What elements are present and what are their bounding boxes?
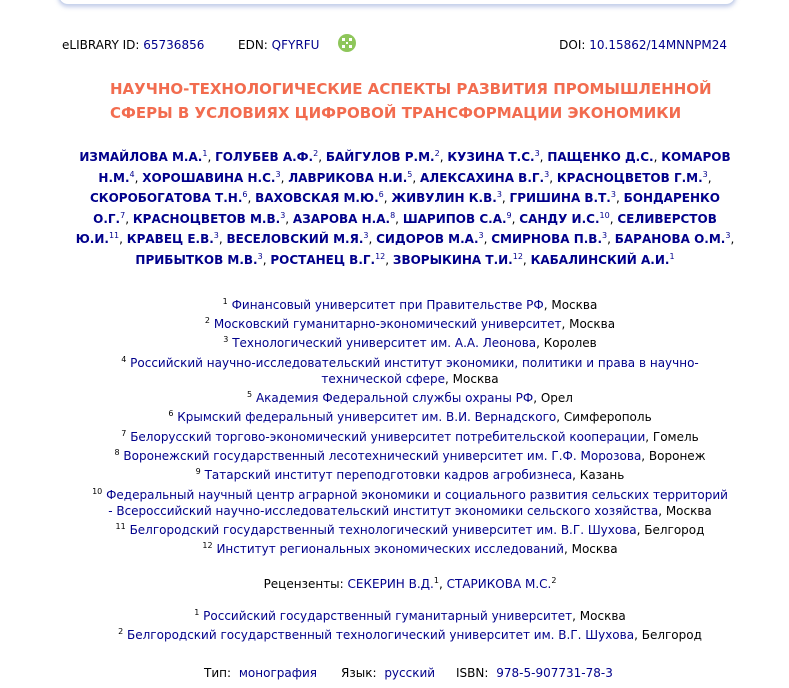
author-link[interactable]: КРАСНОЦВЕТОВ Г.М.$^3$ xyxy=(556,169,708,185)
author-link[interactable]: СЕЛИВЕРСТОВ Ю.И.$^{11}$ xyxy=(75,211,717,247)
author-link[interactable]: ВЕСЕЛОВСКИЙ М.Я.$^3$ xyxy=(226,231,369,247)
author-link[interactable]: АЗАРОВА Н.А.$^8$ xyxy=(292,210,396,226)
organization-link[interactable]: Академия Федеральной службы охраны РФ xyxy=(255,391,534,405)
author-affiliation-number: 2 xyxy=(434,149,440,158)
author-link[interactable]: КРАСНОЦВЕТОВ М.В.$^3$ xyxy=(132,210,286,226)
organization-link[interactable]: Технологический университет им. А.А. Леонова xyxy=(232,336,537,350)
author-link[interactable]: ЖИВУЛИН К.В.$^3$ xyxy=(391,190,502,206)
organization-link[interactable]: Российский научно-исследовательский институт экономики, политики и права в научно-технической сфере xyxy=(130,356,699,386)
affiliation-item: $^3$ Технологический университет им. А.А. Леонова, Королев xyxy=(223,335,597,350)
organization-city: , Белгород xyxy=(636,523,705,537)
author-affiliation-number: 1 xyxy=(202,149,208,158)
author-link[interactable]: ПАЩЕНКО Д.С. xyxy=(547,150,654,164)
author-link[interactable]: ИЗМАЙЛОВА М.А.$^1$ xyxy=(79,149,208,164)
author-link[interactable]: ЗВОРЫКИНА Т.И.$^{12}$ xyxy=(392,251,523,267)
affiliation-item: $^{11}$ Белгородский государственный технологический университет им. В.Г. Шухова, Белгород xyxy=(115,522,705,537)
author-affiliation-number: 6 xyxy=(242,190,248,200)
organization-link[interactable]: Белорусский торгово-экономический университет потребительской кооперации xyxy=(130,430,646,444)
author-affiliation-number: 3 xyxy=(363,231,369,241)
organization-city: , Москва xyxy=(563,542,618,556)
author-link[interactable]: ГРИШИНА В.Т.$^3$ xyxy=(509,190,616,206)
author-link[interactable]: ПРИБЫТКОВ М.В.$^3$ xyxy=(135,251,263,267)
affiliation-item: $^9$ Татарский институт переподготовки кадров агробизнеса, Казань xyxy=(195,467,625,482)
author-link[interactable]: АЛЕКСАХИНА В.Г.$^3$ xyxy=(420,169,550,185)
author-link[interactable]: ШАРИПОВ С.А.$^9$ xyxy=(402,210,512,226)
organization-city: , Москва xyxy=(445,372,499,386)
author-affiliation-number: 1 xyxy=(669,251,675,261)
organization-city: , Казань xyxy=(572,468,625,482)
affiliation-item: $^4$ Российский научно-исследовательский институт экономики, политики и права в научно-технической сфере, Москва xyxy=(121,355,699,386)
author-link[interactable]: СКОРОБОГАТОВА Т.Н.$^6$ xyxy=(89,190,248,206)
organization-city: , Москва xyxy=(561,317,616,331)
author-affiliation-number: 10 xyxy=(599,210,610,220)
organization-link[interactable]: Белгородский государственный технологический университет им. В.Г. Шухова xyxy=(127,628,635,642)
elibrary-id: eLIBRARY ID: 65736856 xyxy=(62,38,205,52)
organization-city: , Москва xyxy=(572,609,626,623)
affiliation-item: $^1$ Финансовый университет при Правительстве РФ, Москва xyxy=(222,297,598,312)
affiliation-item: $^{10}$ Федеральный научный центр аграрной экономики и социального развития сельских территорий - Всероссийский научно-исследовательский институт экономики сельского хозяйства, Москва xyxy=(92,487,728,518)
author-list: ИЗМАЙЛОВА М.А.$^1$, ГОЛУБЕВ А.Ф.$^2$, БАЙГУЛОВ Р.М.$^2$, КУЗИНА Т.С.$^3$, ПАЩЕНКО Д.С., КОМАРОВ Н.М.$^4$, ХОРОШАВИНА Н.С.$^3$, ЛАВРИКОВА Н.И.$^5$, АЛЕКСАХИНА В.Г.$^3$, КРАСНОЦВЕТОВ Г.М.$^3$, СКОРОБОГАТОВА Т.Н.$^6$, ВАХОВСКАЯ М.Ю.$^6$, ЖИВУЛИН К.В.$^3$, ГРИШИНА В.Т.$^3$, БОНДАРЕНКО О.Г.$^7$, КРАСНОЦВЕТОВ М.В.$^3$, АЗАРОВА Н.А.$^8$, ШАРИПОВ С.А.$^9$, САНДУ И.С.$^{10}$, СЕЛИВЕРСТОВ Ю.И.$^{11}$, КРАВЕЦ Е.В.$^3$, ВЕСЕЛОВСКИЙ М.Я.$^3$, СИДОРОВ М.А.$^3$, СМИРНОВА П.В.$^3$, БАРАНОВА О.М.$^3$, ПРИБЫТКОВ М.В.$^3$, РОСТАНЕЦ В.Г.$^{12}$, ЗВОРЫКИНА Т.И.$^{12}$, КАБАЛИНСКИЙ А.И.$^1$ xyxy=(75,149,735,267)
author-affiliation-number: 11 xyxy=(108,231,120,241)
author-affiliation-number: 3 xyxy=(534,149,540,158)
author-link[interactable]: КОМАРОВ Н.М.$^4$ xyxy=(98,150,731,185)
organization-city: , Гомель xyxy=(645,430,699,444)
isbn-value: 978-5-907731-78-3 xyxy=(496,666,613,680)
author-affiliation-number: 3 xyxy=(610,190,616,200)
reviewers-line: Рецензенты: СЕКЕРИН В.Д.$^1$, СТАРИКОВА М.С.$^2$ xyxy=(263,576,557,591)
organization-city: , Москва xyxy=(543,298,598,312)
affiliation-item: $^7$ Белорусский торгово-экономический университет потребительской кооперации, Гомель xyxy=(121,429,699,444)
author-link[interactable]: ГОЛУБЕВ А.Ф.$^2$ xyxy=(215,149,319,164)
top-panel-edge xyxy=(58,0,736,5)
publication-title: НАУЧНО-ТЕХНОЛОГИЧЕСКИЕ АСПЕКТЫ РАЗВИТИЯ ПРОМЫШЛЕННОЙ СФЕРЫ В УСЛОВИЯХ ЦИФРОВОЙ ТРАНСФОРМАЦИИ ЭКОНОМИКИ xyxy=(110,80,712,122)
reviewer-affiliation-item: $^2$ Белгородский государственный технологический университет им. В.Г. Шухова, Белгород xyxy=(118,627,702,642)
author-affiliation-number: 2 xyxy=(313,149,319,158)
elibrary-id-value[interactable]: 65736856 xyxy=(143,38,205,52)
author-link[interactable]: ЛАВРИКОВА Н.И.$^5$ xyxy=(288,169,413,185)
author-link[interactable]: СМИРНОВА П.В.$^3$ xyxy=(491,231,608,247)
author-affiliation-number: 3 xyxy=(478,231,484,241)
organization-city: , Симферополь xyxy=(556,410,652,424)
author-affiliation-number: 8 xyxy=(390,210,396,220)
reviewer-link[interactable]: СЕКЕРИН В.Д.$^1$ xyxy=(347,576,439,591)
reviewer-affiliation-item: $^1$ Российский государственный гуманитарный университет, Москва xyxy=(194,608,626,623)
organization-city: , Королев xyxy=(536,336,597,350)
author-affiliation-number: 4 xyxy=(129,169,135,179)
organization-link[interactable]: Федеральный научный центр аграрной экономики и социального развития сельских территорий - Всероссийский научно-исследовательский институт экономики сельского хозяйства xyxy=(106,488,728,518)
author-affiliation-number: 3 xyxy=(213,231,219,241)
organization-link[interactable]: Московский гуманитарно-экономический университет xyxy=(213,317,562,331)
organization-city: , Белгород xyxy=(634,628,702,642)
author-affiliation-number: 9 xyxy=(506,210,512,220)
author-affiliation-number: 7 xyxy=(120,210,126,220)
author-affiliation-number: 5 xyxy=(407,169,413,179)
author-affiliation-number: 3 xyxy=(257,251,263,261)
author-link[interactable]: КРАВЕЦ Е.В.$^3$ xyxy=(126,231,219,247)
language-value: русский xyxy=(384,666,436,680)
doi-value[interactable]: 10.15862/14MNNPM24 xyxy=(589,38,727,52)
author-affiliation-number: 3 xyxy=(602,231,608,241)
organization-city: , Москва xyxy=(658,504,712,518)
organization-city: , Воронеж xyxy=(641,449,706,463)
reviewers-label: Рецензенты: xyxy=(263,577,348,591)
author-link[interactable]: СИДОРОВ М.А.$^3$ xyxy=(376,231,484,247)
identifiers-row xyxy=(0,38,789,54)
author-link[interactable]: ХОРОШАВИНА Н.С.$^3$ xyxy=(142,169,281,185)
author-affiliation-number: 3 xyxy=(725,231,731,241)
affiliation-item: $^2$ Московский гуманитарно-экономический университет, Москва xyxy=(204,316,616,331)
organization-city: , Орел xyxy=(533,391,573,405)
author-link[interactable]: КУЗИНА Т.С.$^3$ xyxy=(447,149,540,164)
qr-code-icon[interactable] xyxy=(338,34,356,52)
organization-link[interactable]: Белгородский государственный технологический университет им. В.Г. Шухова xyxy=(129,523,637,537)
author-affiliation-number: 3 xyxy=(544,169,550,179)
author-affiliation-number: 3 xyxy=(275,169,281,179)
affiliation-item: $^5$ Академия Федеральной службы охраны РФ, Орел xyxy=(247,390,573,405)
affiliation-item: $^{12}$ Институт региональных экономических исследований, Москва xyxy=(202,541,618,556)
organization-link[interactable]: Татарский институт переподготовки кадров агробизнеса xyxy=(204,468,573,482)
type-value: монография xyxy=(238,666,317,680)
edn: EDN: QFYRFU xyxy=(238,38,319,52)
organization-link[interactable]: Российский государственный гуманитарный университет xyxy=(203,609,573,623)
edn-value[interactable]: QFYRFU xyxy=(271,38,320,52)
affiliation-item: $^8$ Воронежский государственный лесотехнический университет им. Г.Ф. Морозова, Воронеж xyxy=(114,448,706,463)
organization-link[interactable]: Крымский федеральный университет им. В.И. Вернадского xyxy=(177,410,557,424)
author-link[interactable]: ВАХОВСКАЯ М.Ю.$^6$ xyxy=(255,190,384,206)
author-link[interactable]: БАЙГУЛОВ Р.М.$^2$ xyxy=(325,149,440,164)
author-link[interactable]: БОНДАРЕНКО О.Г.$^7$ xyxy=(93,191,721,226)
author-affiliation-number: 12 xyxy=(512,251,523,261)
author-affiliation-number: 3 xyxy=(280,210,286,220)
author-link[interactable]: КАБАЛИНСКИЙ А.И.$^1$ xyxy=(530,251,675,267)
author-affiliation-number: 6 xyxy=(378,190,384,200)
author-link[interactable]: БАРАНОВА О.М.$^3$ xyxy=(614,231,731,247)
reviewer-link[interactable]: СТАРИКОВА М.С.$^2$ xyxy=(446,576,557,591)
organization-link[interactable]: Институт региональных экономических исследований xyxy=(216,542,564,556)
author-link[interactable]: РОСТАНЕЦ В.Г.$^{12}$ xyxy=(270,251,386,267)
author-affiliation-number: 3 xyxy=(496,190,502,200)
author-link[interactable]: САНДУ И.С.$^{10}$ xyxy=(519,210,610,226)
organization-link[interactable]: Воронежский государственный лесотехнический университет им. Г.Ф. Морозова xyxy=(123,449,642,463)
affiliation-item: $^6$ Крымский федеральный университет им. В.И. Вернадского, Симферополь xyxy=(168,409,652,424)
author-affiliation-number: 3 xyxy=(702,169,708,179)
author-affiliation-number: 12 xyxy=(375,251,386,261)
organization-link[interactable]: Финансовый университет при Правительстве РФ xyxy=(231,298,544,312)
doi: DOI: 10.15862/14MNNPM24 xyxy=(559,38,727,52)
